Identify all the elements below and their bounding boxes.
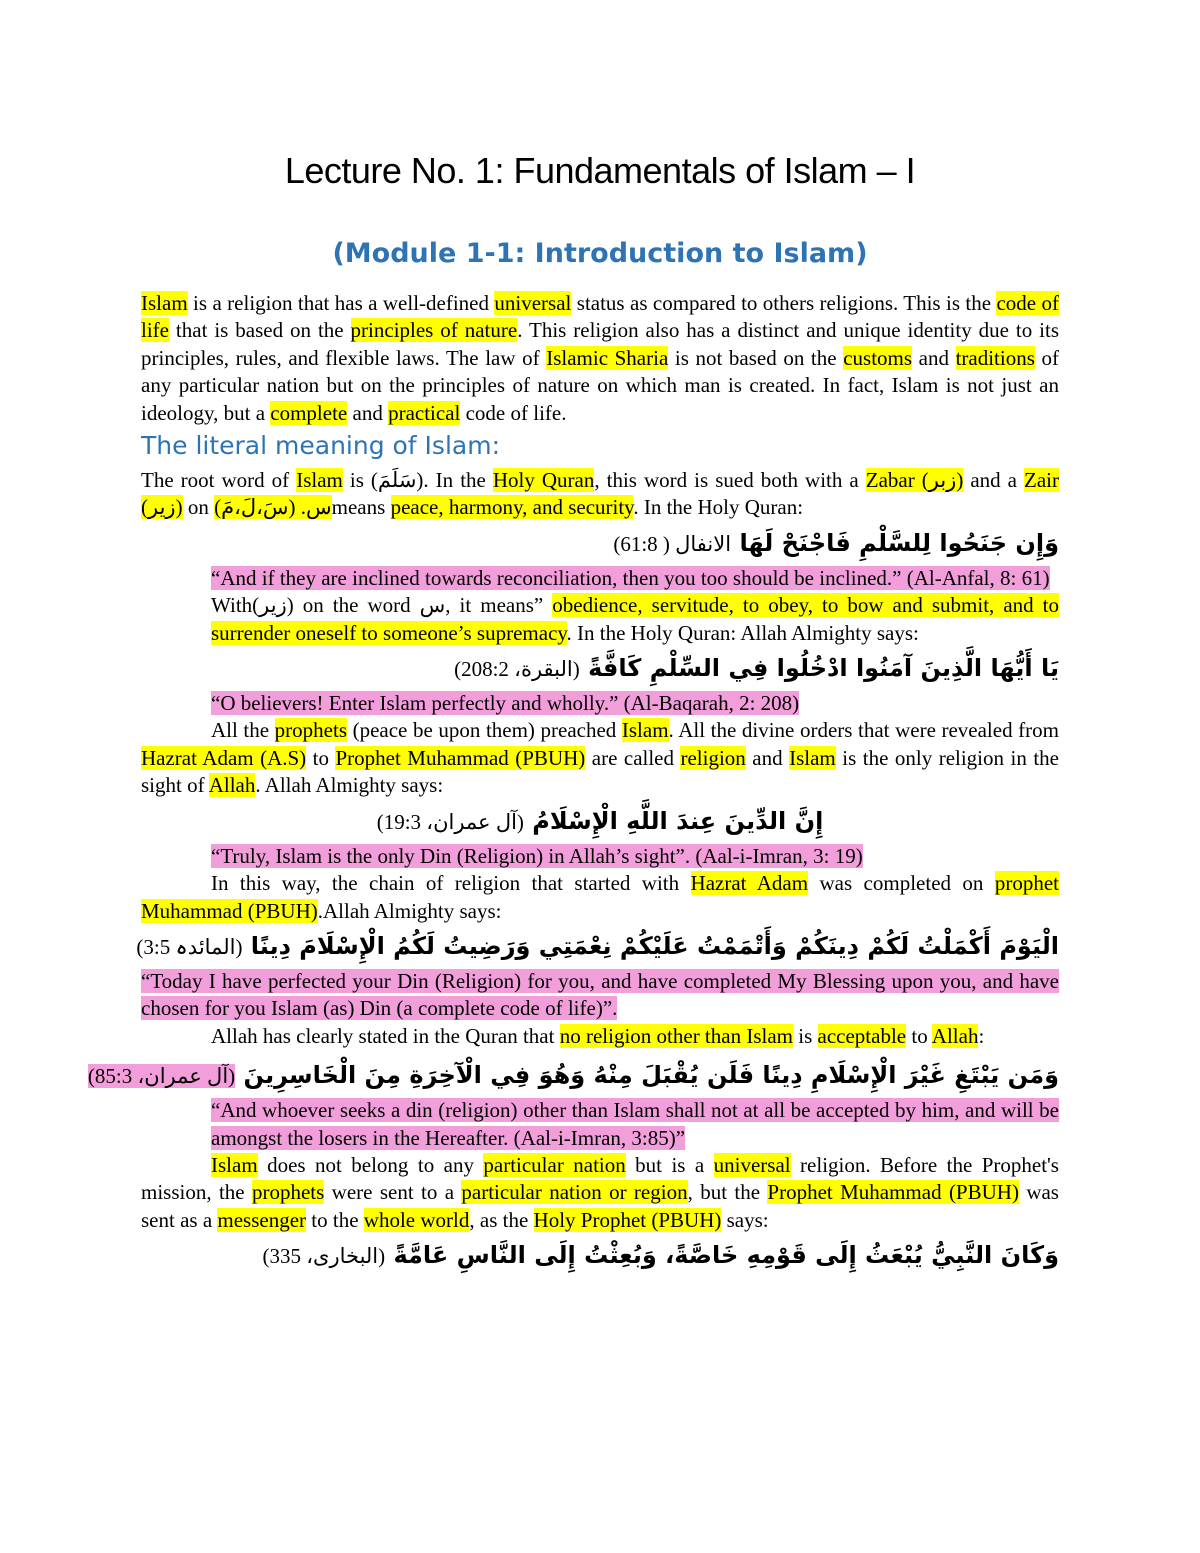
hl-universal: universal xyxy=(494,291,572,315)
arabic-verse-imran-85: وَمَن يَبْتَغِ غَيْرَ الْإِسْلَامِ دِينًا فَلَن يُقْبَلَ مِنْهُ وَهُوَ فِي الْآخِرَةِ مِنَ الْخَاسِرِينَ (آل عمران، 85:3) xyxy=(87,1061,1059,1090)
universal-paragraph: Islam does not belong to any particular nation but is a universal religion. Before the Prophet's mission, the prophets were sent to a particular nation or region, but the Prophet Muhammad (PBUH) was sent as a messenger to the whole world, as the Holy Prophet (PBUH) says: xyxy=(141,1152,1059,1232)
quote-anfal: “And if they are inclined towards reconciliation, then you too should be inclined.” (Al-Anfal, 8: 61) xyxy=(211,565,1050,590)
arabic-hadith-bukhari: وَكَانَ النَّبِيُّ يُبْعَثُ إِلَى قَوْمِهِ خَاصَّةً، وَبُعِثْتُ إِلَى النَّاسِ عَامَّةً (البخاری، 335) xyxy=(262,1241,1059,1270)
hl-complete: complete xyxy=(270,400,348,425)
hl-traditions: traditions xyxy=(955,345,1035,370)
lecture-title: Lecture No. 1: Fundamentals of Islam – I xyxy=(284,150,916,191)
hl-customs: customs xyxy=(843,345,913,370)
acceptable-paragraph: Allah has clearly stated in the Quran that no religion other than Islam is acceptable to Allah: xyxy=(211,1023,985,1048)
prophets-paragraph: All the prophets (peace be upon them) preached Islam. All the divine orders that were revealed from Hazrat Adam (A.S) to Prophet Muhammad (PBUH) are called religion and Islam is the only religion in the sight of Allah. Allah Almighty says: xyxy=(141,718,1059,798)
module-title: (Module 1-1: Introduction to Islam) xyxy=(332,238,868,269)
obedience-paragraph: With(زیر) on the word س, it means” obedience, servitude, to obey, to bow and submit, and to surrender oneself to someone’s supremacy. In the Holy Quran: Allah Almighty says: xyxy=(211,593,1059,645)
hl-islam: Islam xyxy=(141,291,188,315)
hl-islamic-sharia: Islamic Sharia xyxy=(546,345,669,370)
document-body xyxy=(87,290,1059,1277)
arabic-verse-imran-19: إِنَّ الدِّينَ عِندَ اللَّهِ الْإِسْلَامُ (آل عمران، 19:3) xyxy=(376,806,824,835)
arabic-verse-anfal: وَإِن جَنَحُوا لِلسَّلْمِ فَاجْنَحْ لَهَا الانفال ( 61:8) xyxy=(613,528,1059,557)
quote-imran-19: “Truly, Islam is the only Din (Religion) in Allah’s sight”. (Aal-i-Imran, 3: 19) xyxy=(211,843,863,868)
arabic-verse-maidah: الْيَوْمَ أَكْمَلْتُ لَكُمْ دِينَكُمْ وَأَتْمَمْتُ عَلَيْكُمْ نِعْمَتِي وَرَضِيتُ لَكُمُ الْإِسْلَامَ دِينًا (المائدہ 3:5) xyxy=(136,931,1059,960)
quote-baqarah: “O believers! Enter Islam perfectly and wholly.” (Al-Baqarah, 2: 208) xyxy=(211,691,800,716)
intro-paragraph: Islam is a religion that has a well-defined universal status as compared to others religions. This is the code of life that is based on the principles of nature. This religion also has a distinct and unique identity due to its principles, rules, and flexible laws. The law of Islamic Sharia is not based on the customs and traditions of any particular nation but on the principles of nature on which man is created. In fact, Islam is not just an ideology, but a complete and practical code of life. xyxy=(141,291,1059,425)
section-heading: The literal meaning of Islam: xyxy=(141,431,500,461)
quote-imran-85: “And whoever seeks a din (religion) other than Islam shall not at all be accepted by him, and will be amongst the losers in the Hereafter. (Aal-i-Imran, 3:85)” xyxy=(211,1098,1059,1150)
hl-code-of-life: code of life xyxy=(141,291,1059,343)
chain-paragraph: In this way, the chain of religion that started with Hazrat Adam was completed on prophet Muhammad (PBUH).Allah Almighty says: xyxy=(141,871,1059,923)
hl-practical: practical xyxy=(388,400,461,425)
root-word-paragraph: The root word of Islam is (سَلَمَ). In the Holy Quran, this word is sued both with a Zabar (زبر) and a Zair (زیر) on س. (سَ،لَ،مَ) means peace, harmony, and security. In the Holy Quran: xyxy=(141,468,1059,520)
quote-maidah: “Today I have perfected your Din (Religion) for you, and have completed My Blessing upon you, and have chosen for you Islam (as) Din (a complete code of life)”. xyxy=(141,968,1059,1021)
arabic-verse-baqarah: يَا أَيُّهَا الَّذِينَ آمَنُوا ادْخُلُوا فِي السِّلْمِ كَافَّةً (البقرة، 208:2) xyxy=(454,654,1059,683)
hl-principles-of-nature: principles of nature xyxy=(350,318,518,343)
